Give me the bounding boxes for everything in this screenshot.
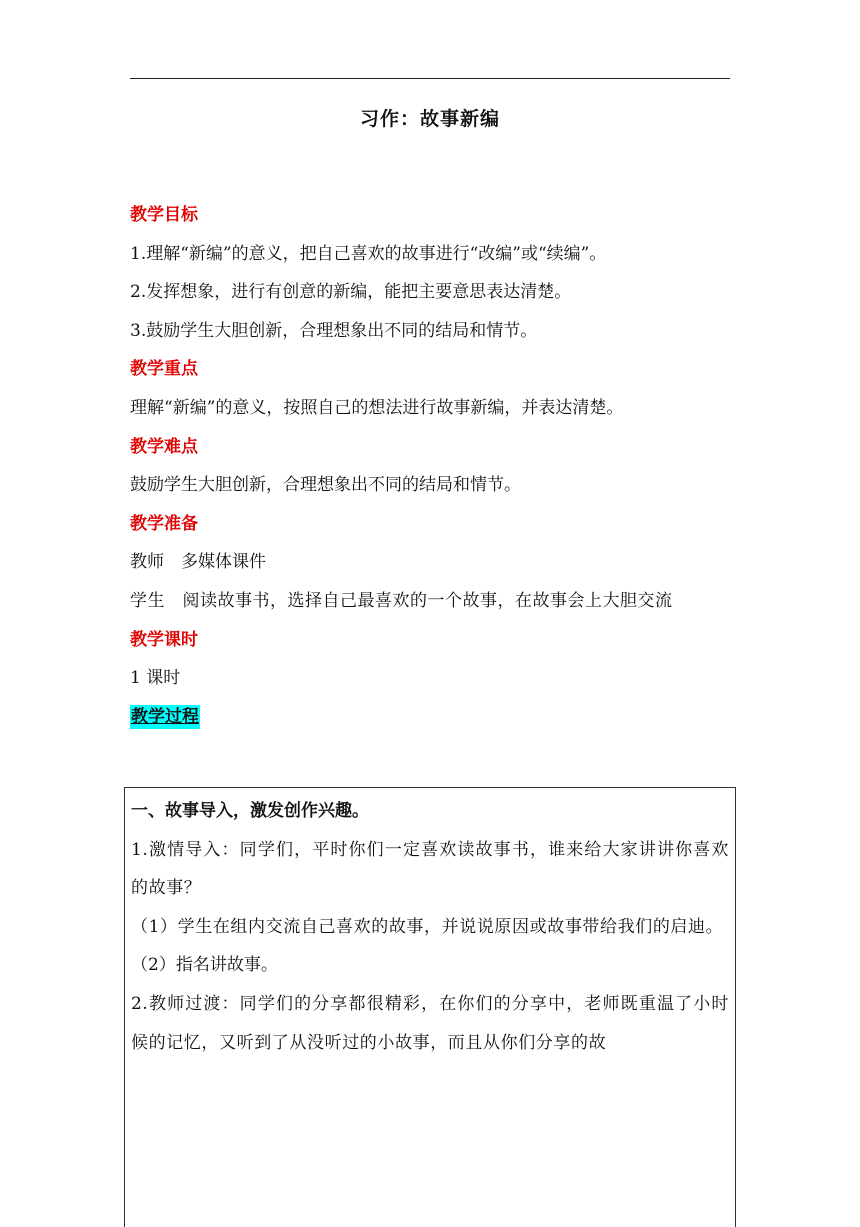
process-paragraph-3: （2）指名讲故事。 bbox=[131, 955, 278, 976]
process-paragraph-1: 1.激情导入：同学们，平时你们一定喜欢读故事书，谁来给大家讲讲你喜欢的故事？ bbox=[131, 839, 729, 899]
goal-item-3: 3.鼓励学生大胆创新，合理想象出不同的结局和情节。 bbox=[130, 320, 538, 341]
process-paragraph-2: （1）学生在组内交流自己喜欢的故事，并说说原因或故事带给我们的启迪。 bbox=[131, 916, 724, 937]
difficulties-heading: 教学难点 bbox=[130, 436, 198, 457]
document-body bbox=[130, 196, 730, 736]
process-paragraph-4: 2.教师过渡：同学们的分享都很精彩，在你们的分享中，老师既重温了小时候的记忆，又听到了从没听过的小故事，而且从你们分享的故 bbox=[131, 993, 729, 1053]
periods-heading: 教学课时 bbox=[130, 629, 198, 650]
difficulties-text: 鼓励学生大胆创新，合理想象出不同的结局和情节。 bbox=[130, 475, 521, 496]
process-heading: 教学过程 bbox=[131, 706, 199, 727]
periods-text: 1 课时 bbox=[130, 668, 181, 689]
document-title: 习作：故事新编 bbox=[359, 108, 500, 130]
preparation-heading: 教学准备 bbox=[130, 513, 198, 534]
goal-item-2: 2.发挥想象，进行有创意的新编，能把主要意思表达清楚。 bbox=[130, 282, 572, 303]
preparation-student: 学生 阅读故事书，选择自己最喜欢的一个故事，在故事会上大胆交流 bbox=[130, 590, 673, 611]
preparation-teacher: 教师 多媒体课件 bbox=[130, 552, 266, 573]
key-points-heading: 教学重点 bbox=[130, 359, 198, 380]
header-rule bbox=[130, 78, 730, 79]
process-table-cell bbox=[124, 787, 736, 1227]
goals-heading: 教学目标 bbox=[130, 205, 198, 225]
key-points-text: 理解“新编”的意义，按照自己的想法进行故事新编，并表达清楚。 bbox=[130, 397, 624, 418]
goal-item-1: 1.理解“新编”的意义，把自己喜欢的故事进行“改编”或“续编”。 bbox=[130, 243, 607, 264]
section-1-title: 一、故事导入，激发创作兴趣。 bbox=[131, 801, 369, 821]
process-heading-row bbox=[130, 698, 730, 737]
